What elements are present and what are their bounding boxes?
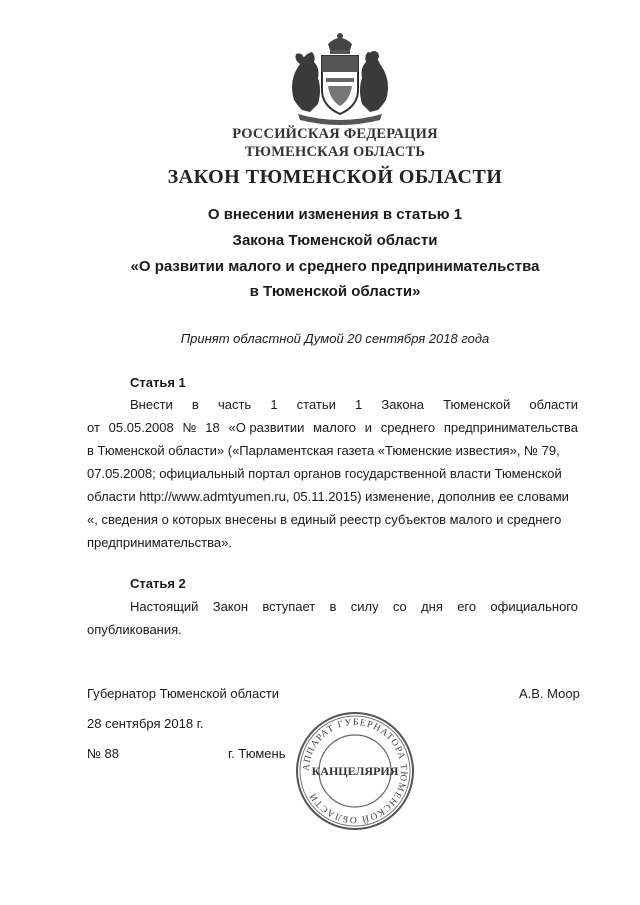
- word: статьи: [296, 397, 336, 412]
- word: часть: [217, 397, 252, 412]
- article-1-line-7: предпринимательства».: [87, 535, 232, 550]
- word: силу: [350, 599, 379, 614]
- article-1-line-6: «, сведения о которых внесены в единый реестр субъектов малого и среднего: [87, 512, 562, 527]
- signing-city: г. Тюмень: [228, 746, 286, 761]
- article-2-line-1: [130, 599, 578, 614]
- word: Закона: [381, 397, 424, 412]
- seal-outer-text: АППАРАТ ГУБЕРНАТОРА ТЮМЕНСКОЙ ОБЛАСТИ: [301, 717, 409, 825]
- word: официального: [490, 599, 578, 614]
- word: Внести: [130, 397, 173, 412]
- word: среднего: [380, 420, 436, 435]
- word: малого: [313, 420, 356, 435]
- word: Закон: [212, 599, 249, 614]
- adoption-note: Принят областной Думой 20 сентября 2018 года: [180, 331, 490, 346]
- article-1-line-2: [87, 420, 578, 435]
- signatory-position: Губернатор Тюменской области: [87, 686, 279, 701]
- article-2-line-2: опубликования.: [87, 622, 182, 637]
- word: 05.05.2008: [108, 420, 174, 435]
- word: «О развитии: [228, 420, 305, 435]
- law-title-line: в Тюменской области»: [249, 283, 421, 300]
- law-title-line: «О развитии малого и среднего предпринимательства: [130, 258, 540, 275]
- law-title-line: О внесении изменения в статью 1: [207, 206, 463, 223]
- signing-date: 28 сентября 2018 г.: [87, 716, 204, 731]
- law-type-heading: ЗАКОН ТЮМЕНСКОЙ ОБЛАСТИ: [167, 166, 503, 188]
- article-1-heading: Статья 1: [130, 375, 186, 390]
- article-1-line-1: [130, 397, 578, 412]
- word: вступает: [262, 599, 316, 614]
- word: со: [392, 599, 407, 614]
- word: Тюменской: [443, 397, 511, 412]
- region-name: ТЮМЕНСКАЯ ОБЛАСТЬ: [244, 144, 426, 160]
- word: дня: [421, 599, 443, 614]
- article-1-line-4: 07.05.2008; официальный портал органов государственной власти Тюменской: [87, 466, 562, 481]
- word: №: [182, 420, 197, 435]
- word: предпринимательства: [443, 420, 578, 435]
- word: от: [87, 420, 100, 435]
- law-title-line: Закона Тюменской области: [232, 232, 438, 249]
- word: Настоящий: [130, 599, 199, 614]
- signatory-name: А.В. Моор: [519, 686, 580, 701]
- word: 1: [355, 397, 363, 412]
- seal-center-text: КАНЦЕЛЯРИЯ: [311, 764, 399, 778]
- country-name: РОССИЙСКАЯ ФЕДЕРАЦИЯ: [232, 126, 438, 142]
- word: и: [364, 420, 372, 435]
- article-2-heading: Статья 2: [130, 576, 186, 591]
- article-1-line-3: в Тюменской области» («Парламентская газета «Тюменские известия», № 79,: [87, 443, 560, 458]
- word: области: [529, 397, 578, 412]
- office-seal-stamp: [294, 710, 416, 832]
- law-number: № 88: [87, 746, 120, 761]
- word: 1: [270, 397, 278, 412]
- word: его: [457, 599, 477, 614]
- word: 18: [205, 420, 220, 435]
- word: в: [191, 397, 199, 412]
- word: в: [329, 599, 337, 614]
- article-1-line-5: области http://www.admtyumen.ru, 05.11.2015) изменение, дополнив ее словами: [87, 489, 569, 504]
- coat-of-arms-emblem: [280, 30, 400, 130]
